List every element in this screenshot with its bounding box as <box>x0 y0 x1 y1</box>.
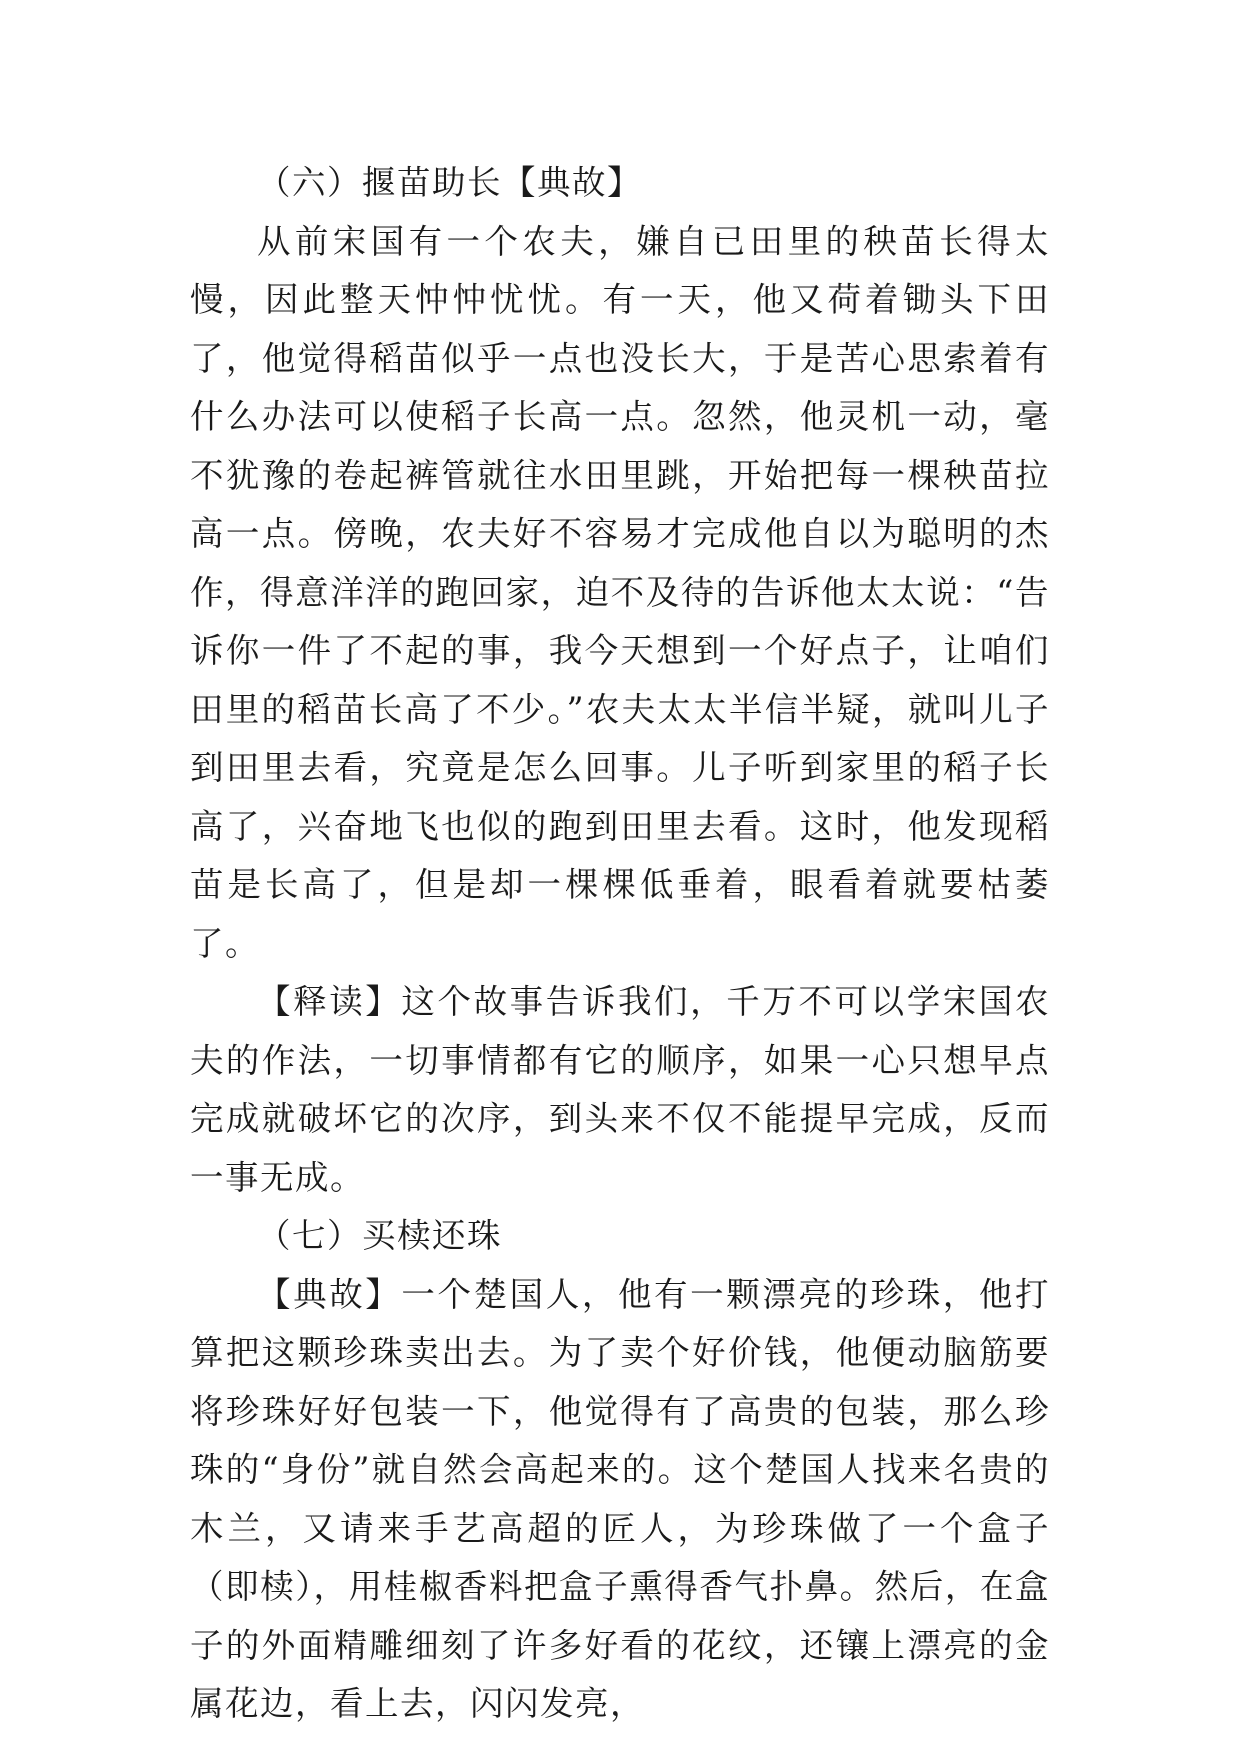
story-paragraph: 【典故】一个楚国人，他有一颗漂亮的珍珠，他打算把这颗珍珠卖出去。为了卖个好价钱，他便动脑筋要将珍珠好好包装一下，他觉得有了高贵的包装，那么珍珠的“身份”就自然会高起来的。这个楚国人找来名贵的木兰，又请来手艺高超的匠人，为珍珠做了一个盒子（即椟），用桂椒香料把盒子熏得香气扑鼻。然后，在盒子的外面精雕细刻了许多好看的花纹，还镶上漂亮的金属花边，看上去，闪闪发亮， <box>190 1274 1050 1723</box>
section-heading-6: （六）揠苗助长【典故】 <box>257 163 642 202</box>
section-heading-7: （七）买椟还珠 <box>257 1216 502 1255</box>
story-paragraph: 从前宋国有一个农夫，嫌自已田里的秧苗长得太慢，因此整天忡忡忧忧。有一天，他又荷着锄头下田了，他觉得稻苗似乎一点也没长大，于是苦心思索着有什么办法可以使稻子长高一点。忽然，他灵机一动，毫不犹豫的卷起裤管就往水田里跳，开始把每一棵秧苗拉高一点。傍晚，农夫好不容易才完成他自以为聪明的杰作，得意洋洋的跑回家，迫不及待的告诉他太太说：“告诉你一件了不起的事，我今天想到一个好点子，让咱们田里的稻苗长高了不少。”农夫太太半信半疑，就叫儿子到田里去看，究竟是怎么回事。儿子听到家里的稻子长高了，兴奋地飞也似的跑到田里去看。这时，他发现稻苗是长高了，但是却一棵棵低垂着，眼看着就要枯萎了。 <box>190 221 1050 963</box>
document-body <box>190 154 1050 1734</box>
interpretation-paragraph: 【释读】这个故事告诉我们，千万不可以学宋国农夫的作法，一切事情都有它的顺序，如果一心只想早点完成就破坏它的次序，到头来不仅不能提早完成，反而一事无成。 <box>190 982 1050 1197</box>
